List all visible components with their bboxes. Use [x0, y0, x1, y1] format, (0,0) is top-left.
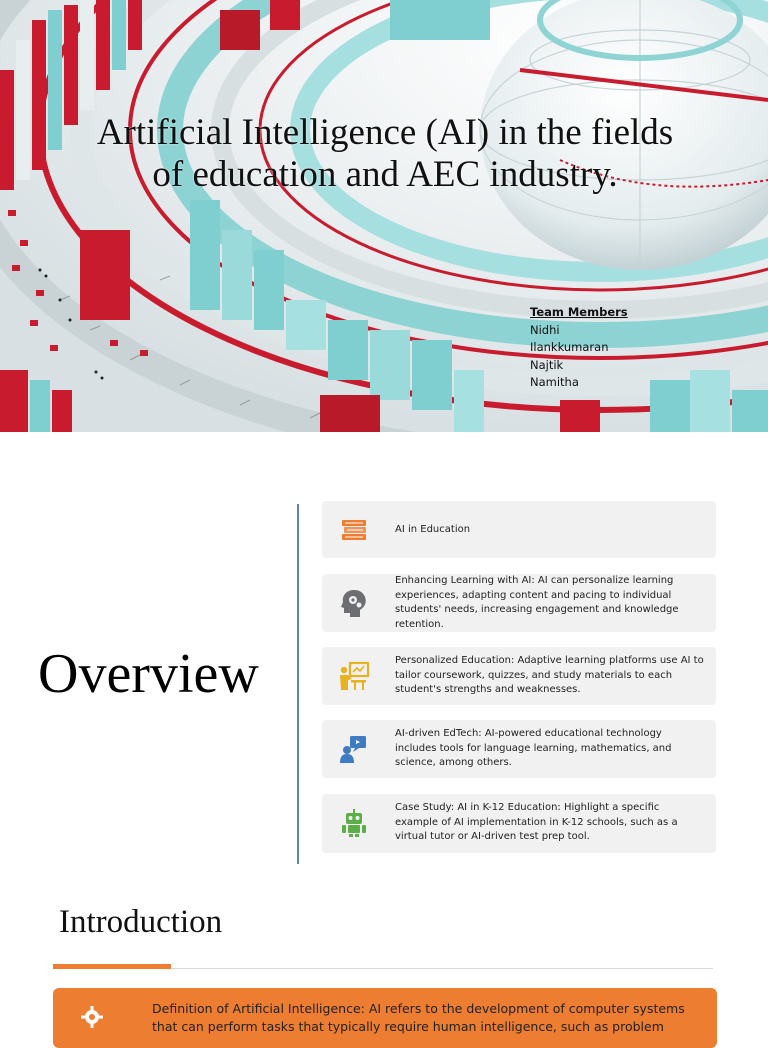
team-members-block: [530, 304, 628, 392]
overview-item: [322, 647, 716, 705]
online-learning-icon: [338, 733, 370, 765]
team-member: Nidhi: [530, 322, 560, 337]
definition-box: [53, 988, 717, 1048]
teacher-board-icon: [338, 660, 370, 692]
overview-item-text: AI-driven EdTech: AI-powered educational technology includes tools for language learning, mathematics, and science, among others.: [395, 728, 672, 769]
definition-text: Definition of Artificial Intelligence: AI refers to the development of computer systems that can perform tasks that typically require human intelligence, such as problem: [152, 1001, 685, 1034]
team-members-heading: Team Members: [530, 305, 628, 319]
gear-icon: [81, 1006, 103, 1028]
introduction-slide: [0, 864, 768, 1034]
introduction-title: Introduction: [59, 904, 223, 940]
overview-item-text: AI in Education: [395, 524, 471, 535]
team-member: Najtik: [530, 357, 564, 372]
overview-item-text: Enhancing Learning with AI: AI can personalize learning experiences, adapting content and pacing to individual students' needs, increasing engagement and knowledge retention.: [395, 575, 679, 630]
overview-item: [322, 720, 716, 778]
data-visualization-background: [0, 0, 768, 432]
overview-item: [322, 574, 716, 632]
overview-item-text: Personalized Education: Adaptive learning platforms use AI to tailor coursework, quizzes, and study materials to each student's strengths and weaknesses.: [395, 655, 704, 696]
title-accent-bar: [53, 964, 171, 969]
team-member: Namitha: [530, 375, 579, 389]
slide-title: Artificial Intelligence (AI) in the fields of education and AEC industry.: [96, 112, 674, 195]
vertical-divider: [297, 504, 299, 866]
overview-slide: [0, 432, 768, 864]
books-icon: [338, 514, 370, 546]
overview-title: Overview: [38, 643, 259, 705]
overview-item-text: Case Study: AI in K-12 Education: Highlight a specific example of AI implementation in K-12 schools, such as a virtual tutor or AI-driven test prep tool.: [395, 802, 678, 843]
overview-item: [322, 794, 716, 853]
brain-gears-icon: [338, 587, 370, 619]
overview-item: [322, 501, 716, 558]
robot-icon: [338, 807, 370, 839]
team-member: Ilankkumaran: [530, 340, 609, 354]
title-slide: [0, 0, 768, 432]
